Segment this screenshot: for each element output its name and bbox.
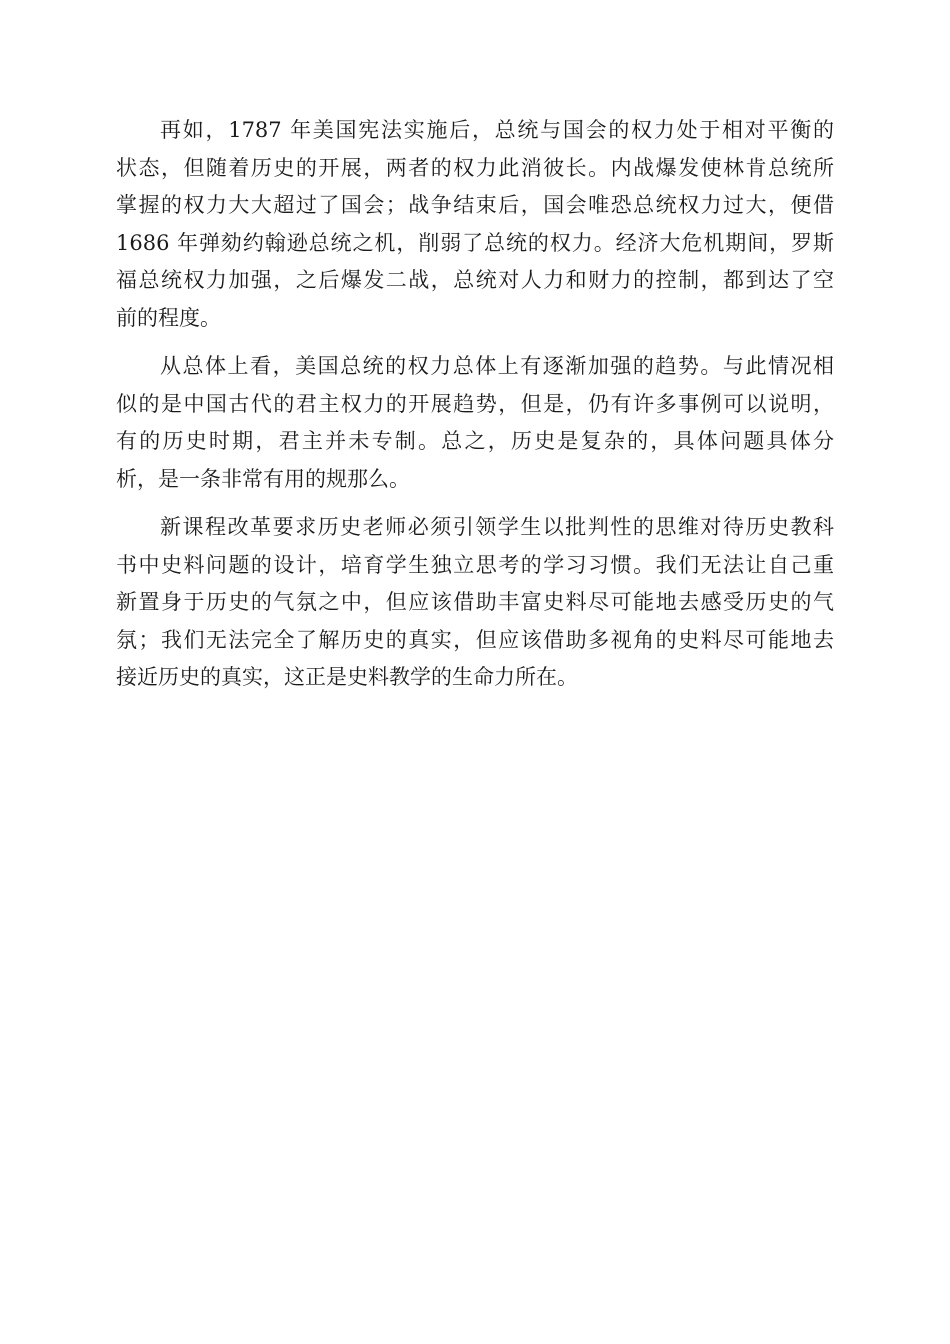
text-line: 析，是一条非常有用的规那么。: [116, 466, 410, 491]
text-line: 从总体上看，美国总统的权力总体上有逐渐加强的趋势。与此情况相: [160, 354, 834, 378]
document-body: [116, 112, 834, 708]
text-line: 新置身于历史的气氛之中，但应该借助丰富史料尽可能地去感受历史的气: [116, 590, 834, 614]
text-line: 有的历史时期，君主并未专制。总之，历史是复杂的，具体问题具体分: [116, 429, 834, 453]
text-line: 掌握的权力大大超过了国会；战争结束后，国会唯恐总统权力过大，便借: [116, 193, 834, 217]
paragraph-1: [116, 112, 834, 337]
text-line: 似的是中国古代的君主权力的开展趋势，但是，仍有许多事例可以说明，: [116, 391, 834, 416]
text-line: 再如，1787 年美国宪法实施后，总统与国会的权力处于相对平衡的: [160, 118, 834, 142]
text-line: 状态，但随着历史的开展，两者的权力此消彼长。内战爆发使林肯总统所: [116, 155, 834, 180]
text-line: 书中史料问题的设计，培育学生独立思考的学习习惯。我们无法让自己重: [116, 552, 834, 577]
text-line: 接近历史的真实，这正是史料教学的生命力所在。: [116, 665, 578, 689]
text-line: 福总统权力加强，之后爆发二战，总统对人力和财力的控制，都到达了空: [116, 268, 834, 292]
text-line: 新课程改革要求历史老师必须引领学生以批判性的思维对待历史教科: [160, 515, 834, 539]
paragraph-2: [116, 348, 834, 498]
text-line: 氛；我们无法完全了解历史的真实，但应该借助多视角的史料尽可能地去: [116, 627, 834, 652]
text-line: 1686 年弹劾约翰逊总统之机，削弱了总统的权力。经济大危机期间，罗斯: [116, 230, 834, 255]
paragraph-3: [116, 509, 834, 697]
text-line: 前的程度。: [116, 305, 221, 330]
